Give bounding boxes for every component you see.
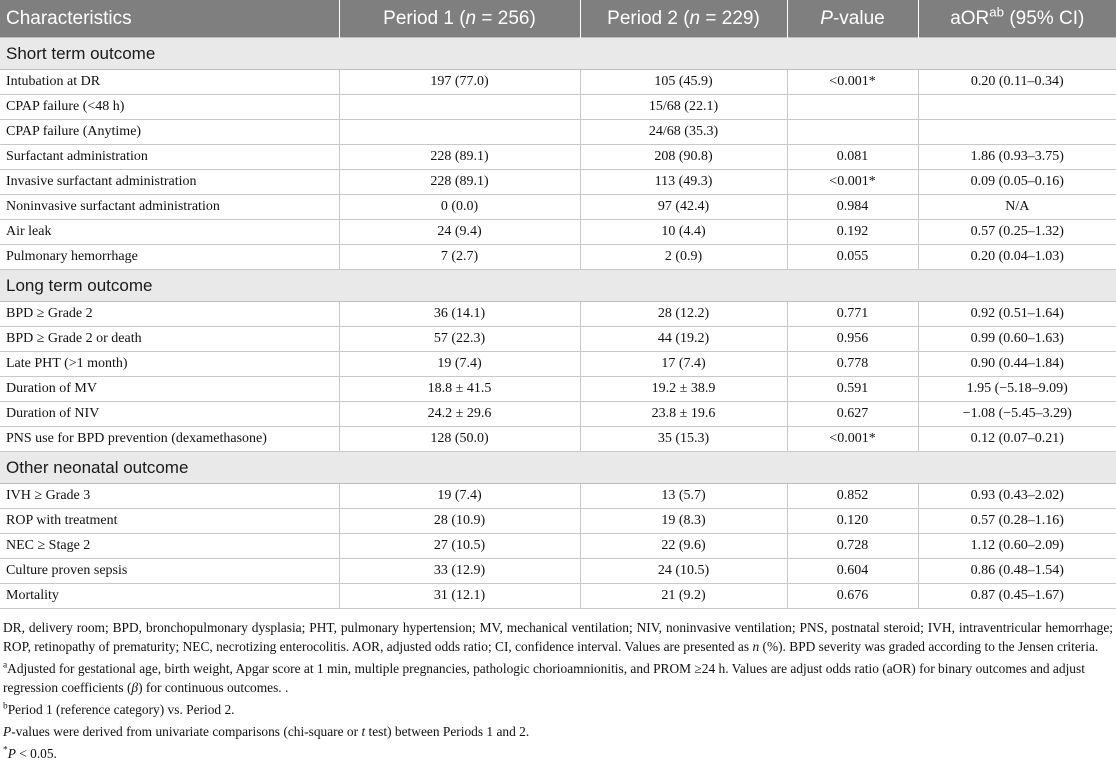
footnote-p-t: t	[361, 724, 366, 739]
table-row	[0, 95, 1116, 120]
header-period-2	[580, 0, 787, 38]
section-title: Short term outcome	[0, 38, 1116, 70]
period-1-cell: 28 (10.9)	[339, 509, 580, 534]
table-row	[0, 484, 1116, 509]
table-row	[0, 559, 1116, 584]
period-1-cell: 128 (50.0)	[339, 427, 580, 452]
abbreviations-note	[3, 618, 1113, 656]
table-row	[0, 70, 1116, 95]
aor-cell: −1.08 (−5.45–3.29)	[918, 402, 1116, 427]
period-2-cell: 113 (49.3)	[580, 170, 787, 195]
period-1-cell: 27 (10.5)	[339, 534, 580, 559]
header-period-2-post: = 229)	[700, 7, 760, 29]
footnote-star-text: < 0.05.	[15, 746, 57, 761]
p-value-cell: 0.852	[787, 484, 918, 509]
period-2-cell: 105 (45.9)	[580, 70, 787, 95]
footnote-a-mark: a	[3, 660, 8, 671]
period-2-cell: 21 (9.2)	[580, 584, 787, 609]
characteristic-cell: BPD ≥ Grade 2	[0, 302, 339, 327]
footnote-a-text-1: Adjusted for gestational age, birth weight, Apgar score at 1 min, multiple pregnancies, pathologic chorioamnionitis, and PROM ≥24 h. Values are adjust odds ratio (aOR) for binary outcomes and adjust regression coefficients (	[3, 661, 1085, 695]
section-header-row	[0, 38, 1116, 70]
aor-cell: 0.93 (0.43–2.02)	[918, 484, 1116, 509]
characteristic-cell: Noninvasive surfactant administration	[0, 195, 339, 220]
table-row	[0, 302, 1116, 327]
section-header-row	[0, 270, 1116, 302]
p-value-cell: <0.001*	[787, 170, 918, 195]
footnote-b-mark: b	[3, 701, 8, 712]
period-1-cell: 24.2 ± 29.6	[339, 402, 580, 427]
section-title: Other neonatal outcome	[0, 452, 1116, 484]
footnotes	[0, 609, 1116, 763]
characteristic-cell: Air leak	[0, 220, 339, 245]
header-period-2-n: n	[689, 7, 701, 29]
p-value-cell: 0.676	[787, 584, 918, 609]
aor-cell: 1.95 (−5.18–9.09)	[918, 377, 1116, 402]
table-row	[0, 120, 1116, 145]
characteristic-cell: Duration of NIV	[0, 402, 339, 427]
p-value-cell: 0.120	[787, 509, 918, 534]
p-value-cell: 0.771	[787, 302, 918, 327]
period-2-cell: 24/68 (35.3)	[580, 120, 787, 145]
p-value-cell: 0.081	[787, 145, 918, 170]
p-value-cell: 0.778	[787, 352, 918, 377]
table-row	[0, 427, 1116, 452]
period-1-cell: 0 (0.0)	[339, 195, 580, 220]
header-characteristics: Characteristics	[0, 0, 339, 38]
header-aor	[918, 0, 1116, 38]
period-1-cell: 228 (89.1)	[339, 145, 580, 170]
header-p-value	[787, 0, 918, 38]
p-value-cell: <0.001*	[787, 427, 918, 452]
footnote-b-text: Period 1 (reference category) vs. Period 2.	[7, 702, 235, 717]
characteristic-cell: Duration of MV	[0, 377, 339, 402]
period-2-cell: 19 (8.3)	[580, 509, 787, 534]
characteristic-cell: BPD ≥ Grade 2 or death	[0, 327, 339, 352]
period-2-cell: 17 (7.4)	[580, 352, 787, 377]
period-1-cell: 7 (2.7)	[339, 245, 580, 270]
table-row	[0, 509, 1116, 534]
characteristic-cell: PNS use for BPD prevention (dexamethasone)	[0, 427, 339, 452]
p-value-cell: 0.956	[787, 327, 918, 352]
period-2-cell: 2 (0.9)	[580, 245, 787, 270]
characteristic-cell: NEC ≥ Stage 2	[0, 534, 339, 559]
p-value-cell: 0.055	[787, 245, 918, 270]
period-2-cell: 19.2 ± 38.9	[580, 377, 787, 402]
p-value-cell: 0.627	[787, 402, 918, 427]
period-2-cell: 10 (4.4)	[580, 220, 787, 245]
p-value-cell: 0.984	[787, 195, 918, 220]
aor-cell: 0.57 (0.25–1.32)	[918, 220, 1116, 245]
aor-cell: 0.87 (0.45–1.67)	[918, 584, 1116, 609]
p-value-cell: 0.604	[787, 559, 918, 584]
aor-cell	[918, 95, 1116, 120]
aor-cell: 1.12 (0.60–2.09)	[918, 534, 1116, 559]
characteristic-cell: Culture proven sepsis	[0, 559, 339, 584]
table-row	[0, 327, 1116, 352]
footnote-p	[3, 722, 1113, 741]
abbreviations-text-b: (%). BPD severity was graded according to the Jensen criteria.	[759, 639, 1099, 654]
period-1-cell: 24 (9.4)	[339, 220, 580, 245]
aor-cell: 0.86 (0.48–1.54)	[918, 559, 1116, 584]
period-1-cell	[339, 95, 580, 120]
period-2-cell: 23.8 ± 19.6	[580, 402, 787, 427]
table-row	[0, 584, 1116, 609]
period-1-cell: 31 (12.1)	[339, 584, 580, 609]
table-row	[0, 220, 1116, 245]
footnote-b	[3, 700, 1113, 719]
characteristic-cell: Late PHT (>1 month)	[0, 352, 339, 377]
period-2-cell: 28 (12.2)	[580, 302, 787, 327]
header-aor-pre: aOR	[950, 7, 990, 29]
characteristic-cell: Surfactant administration	[0, 145, 339, 170]
period-2-cell: 13 (5.7)	[580, 484, 787, 509]
aor-cell: 0.99 (0.60–1.63)	[918, 327, 1116, 352]
period-2-cell: 24 (10.5)	[580, 559, 787, 584]
header-period-1	[339, 0, 580, 38]
period-2-cell: 15/68 (22.1)	[580, 95, 787, 120]
footnote-a-beta: β	[131, 680, 139, 695]
header-period-2-pre: Period 2 (	[607, 7, 690, 29]
header-aor-post: (95% CI)	[1004, 7, 1085, 29]
period-2-cell: 208 (90.8)	[580, 145, 787, 170]
characteristic-cell: ROP with treatment	[0, 509, 339, 534]
period-1-cell: 228 (89.1)	[339, 170, 580, 195]
p-value-cell: 0.728	[787, 534, 918, 559]
table-row	[0, 352, 1116, 377]
p-value-cell: 0.192	[787, 220, 918, 245]
period-1-cell: 19 (7.4)	[339, 484, 580, 509]
aor-cell: 0.92 (0.51–1.64)	[918, 302, 1116, 327]
footnote-a-text-2: ) for continuous outcomes. .	[138, 680, 289, 695]
header-period-1-post: = 256)	[476, 7, 536, 29]
footnote-star-mark: *	[3, 745, 8, 756]
characteristic-cell: CPAP failure (Anytime)	[0, 120, 339, 145]
abbreviations-text-a: DR, delivery room; BPD, bronchopulmonary dysplasia; PHT, pulmonary hypertension; MV, mechanical ventilation; NIV, noninvasive ventilation; PNS, postnatal steroid; IVH, intraventricular hemorrhage; ROP, retinopathy of prematurity; NEC, necrotizing enterocolitis. AOR, adjusted odds ratio; CI, confidence interval. Values are presented as	[3, 620, 1113, 654]
characteristic-cell: CPAP failure (<48 h)	[0, 95, 339, 120]
footnote-star	[3, 744, 1113, 763]
footnote-p-italic: P	[3, 724, 12, 739]
aor-cell: 0.20 (0.11–0.34)	[918, 70, 1116, 95]
period-2-cell: 44 (19.2)	[580, 327, 787, 352]
characteristic-cell: Pulmonary hemorrhage	[0, 245, 339, 270]
footnote-p-text-2: test) between Periods 1 and 2.	[365, 724, 530, 739]
aor-cell: 0.12 (0.07–0.21)	[918, 427, 1116, 452]
aor-cell: 1.86 (0.93–3.75)	[918, 145, 1116, 170]
table-row	[0, 245, 1116, 270]
abbreviations-n: n	[752, 639, 760, 654]
table-row	[0, 145, 1116, 170]
period-1-cell: 197 (77.0)	[339, 70, 580, 95]
footnote-p-text-1: -values were derived from univariate comparisons (chi-square or	[11, 724, 362, 739]
header-aor-sup: ab	[989, 4, 1005, 20]
aor-cell: 0.20 (0.04–1.03)	[918, 245, 1116, 270]
aor-cell: 0.57 (0.28–1.16)	[918, 509, 1116, 534]
aor-cell: 0.90 (0.44–1.84)	[918, 352, 1116, 377]
header-period-1-pre: Period 1 (	[383, 7, 466, 29]
header-p-value-post: -value	[832, 7, 885, 29]
period-1-cell	[339, 120, 580, 145]
table-row	[0, 377, 1116, 402]
header-period-1-n: n	[465, 7, 477, 29]
header-row	[0, 0, 1116, 38]
section-title: Long term outcome	[0, 270, 1116, 302]
table-row	[0, 195, 1116, 220]
characteristic-cell: IVH ≥ Grade 3	[0, 484, 339, 509]
period-1-cell: 19 (7.4)	[339, 352, 580, 377]
period-1-cell: 57 (22.3)	[339, 327, 580, 352]
table-row	[0, 402, 1116, 427]
period-2-cell: 97 (42.4)	[580, 195, 787, 220]
characteristic-cell: Invasive surfactant administration	[0, 170, 339, 195]
period-1-cell: 18.8 ± 41.5	[339, 377, 580, 402]
table-row	[0, 534, 1116, 559]
aor-cell: 0.09 (0.05–0.16)	[918, 170, 1116, 195]
p-value-cell: 0.591	[787, 377, 918, 402]
p-value-cell	[787, 120, 918, 145]
table-row	[0, 170, 1116, 195]
footnote-a	[3, 659, 1113, 697]
period-1-cell: 33 (12.9)	[339, 559, 580, 584]
table-body	[0, 38, 1116, 609]
aor-cell: N/A	[918, 195, 1116, 220]
footnote-star-p: P	[7, 746, 16, 761]
characteristic-cell: Intubation at DR	[0, 70, 339, 95]
section-header-row	[0, 452, 1116, 484]
header-p-value-p: P	[820, 7, 833, 29]
characteristic-cell: Mortality	[0, 584, 339, 609]
period-1-cell: 36 (14.1)	[339, 302, 580, 327]
p-value-cell	[787, 95, 918, 120]
period-2-cell: 22 (9.6)	[580, 534, 787, 559]
period-2-cell: 35 (15.3)	[580, 427, 787, 452]
aor-cell	[918, 120, 1116, 145]
p-value-cell: <0.001*	[787, 70, 918, 95]
